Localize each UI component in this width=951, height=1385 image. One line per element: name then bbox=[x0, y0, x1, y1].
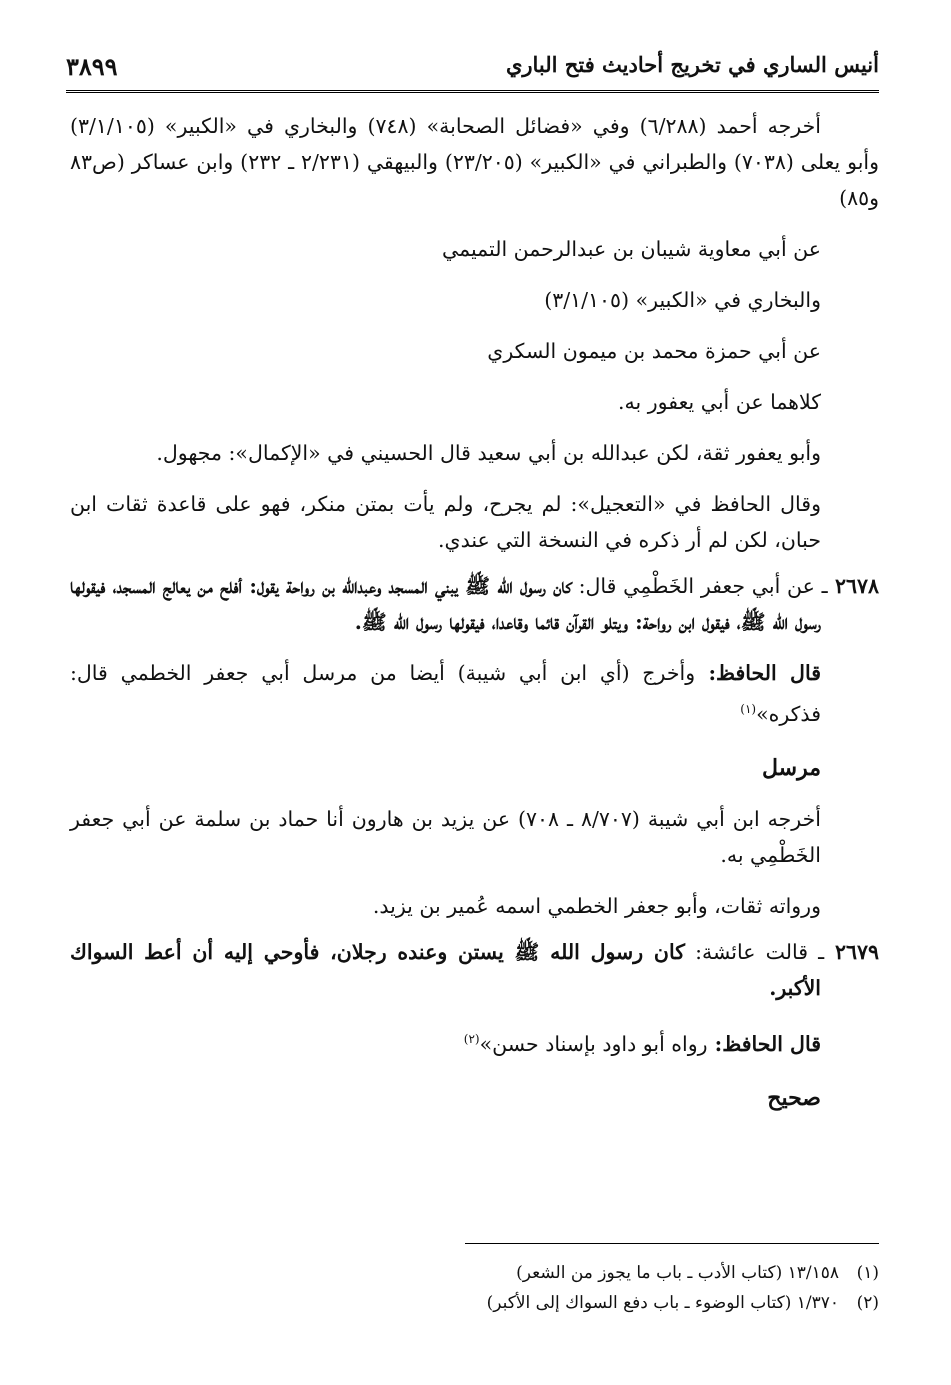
footnote-1 bbox=[70, 1258, 879, 1288]
grade-heading: صحيح bbox=[767, 1084, 821, 1111]
hadith-text: كان رسول الله ﷺ يبني المسجد وعبدالله بن رواحة يقول: أفلح من يعالج المسجد، فيقولها رسول الله ﷺ، فيقول ابن رواحة: ويتلو القرآن قائما وقاعدا، فيقولها رسول الله ﷺ. bbox=[70, 574, 821, 634]
hadith-intro: ـ عن أبي جعفر الخَطْمِي قال: bbox=[571, 574, 828, 598]
footnote-2 bbox=[70, 1288, 879, 1318]
hadith-2678 bbox=[70, 568, 879, 640]
narrator-line-1: عن أبي معاوية شيبان بن عبدالرحمن التميمي bbox=[442, 237, 821, 261]
hadith-intro: ـ قالت عائشة: bbox=[684, 939, 825, 964]
takhrij-paragraph-2: أخرجه ابن أبي شيبة (٨/٧٠٧ ـ ٧٠٨) عن يزيد بن هارون أنا حماد بن سلمة عن أبي جعفر الخَطْمِي به. bbox=[70, 806, 821, 867]
footnote-number: (١) bbox=[856, 1263, 879, 1283]
narrators-note: ورواته ثقات، وأبو جعفر الخطمي اسمه عُمير بن يزيد. bbox=[372, 893, 821, 918]
page-header bbox=[66, 38, 879, 93]
footnote-divider bbox=[465, 1243, 879, 1244]
hafiz-comment: وقال الحافظ في «التعجيل»: لم يجرح، ولم يأت بمتن منكر، فهو على قاعدة ثقات ابن حبان، لكن لم أر ذكره في النسخة التي عندي. bbox=[70, 492, 821, 552]
hafiz-label: قال الحافظ: bbox=[707, 1031, 821, 1056]
hafiz-label: قال الحافظ: bbox=[695, 661, 821, 685]
hadith-number: ٢٦٧٨ bbox=[834, 574, 879, 598]
grade-heading: مرسل bbox=[761, 754, 821, 781]
hafiz-statement-2 bbox=[70, 1021, 879, 1062]
footnote-ref: (١) bbox=[740, 702, 757, 716]
hadith-text: كان رسول الله ﷺ يستن وعنده رجلان، فأوحي إليه أن أعط السواك الأكبر. bbox=[70, 939, 821, 1000]
source-line-bukhari: والبخاري في «الكبير» (٣/١/١٠٥) bbox=[544, 288, 821, 312]
page-body bbox=[70, 108, 879, 1116]
footnotes bbox=[70, 1243, 879, 1318]
takhrij-paragraph bbox=[70, 108, 879, 216]
conclusion-line: كلاهما عن أبي يعفور به. bbox=[618, 390, 821, 414]
running-title: أنيس الساري في تخريج أحاديث فتح الباري bbox=[505, 52, 879, 77]
hafiz-text: رواه أبو داود بإسناد حسن» bbox=[479, 1031, 708, 1056]
page-number: ٣٨٩٩ bbox=[66, 52, 118, 81]
narrator-line-2: عن أبي حمزة محمد بن ميمون السكري bbox=[487, 339, 821, 363]
footnote-number: (٢) bbox=[856, 1293, 879, 1313]
hafiz-statement-1 bbox=[70, 655, 879, 732]
footnote-text: ١/٣٧٠ (كتاب الوضوء ـ باب دفع السواك إلى الأكبر) bbox=[486, 1293, 839, 1313]
hadith-number: ٢٦٧٩ bbox=[834, 939, 879, 964]
hafiz-text: وأخرج (أي ابن أبي شيبة) أيضا من مرسل أبي جعفر الخطمي قال: فذكره» bbox=[70, 661, 821, 726]
takhrij-text: أخرجه أحمد (٦/٢٨٨) وفي «فضائل الصحابة» (٧٤٨) والبخاري في «الكبير» (٣/١/١٠٥) وأبو يعلى (٧٠٣٨) والطبراني في «الكبير» (٢٣/٢٠٥) والبيهقي (٢/٢٣١ ـ ٢٣٢) وابن عساكر (ص٨٣ و٨٥) bbox=[70, 114, 880, 210]
footnote-text: ١٣/١٥٨ (كتاب الأدب ـ باب ما يجوز من الشعر) bbox=[516, 1263, 839, 1283]
footnote-ref: (٢) bbox=[463, 1031, 480, 1046]
hadith-2679 bbox=[70, 934, 879, 1006]
narrator-grading-line: وأبو يعفور ثقة، لكن عبدالله بن أبي سعيد قال الحسيني في «الإكمال»: مجهول. bbox=[156, 441, 821, 465]
